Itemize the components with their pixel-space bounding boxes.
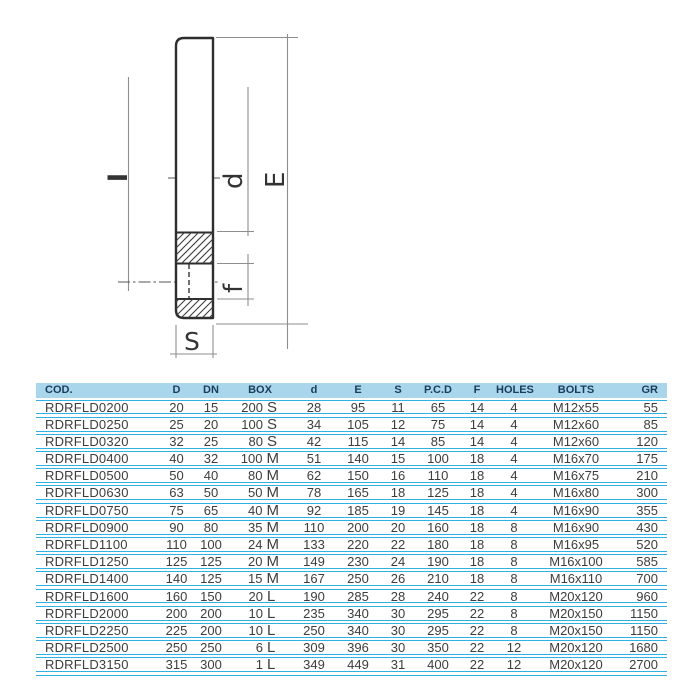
dim-label-f: f	[219, 283, 249, 293]
cell-holes: 12	[506, 640, 522, 656]
cell-d-outer: 250	[165, 640, 188, 656]
cell-holes: 8	[510, 588, 518, 604]
cell-d: 78	[306, 485, 322, 501]
cell-dn: 300	[200, 657, 222, 673]
cell-pcd: 100	[427, 451, 449, 467]
box-quantity: 200	[241, 399, 263, 415]
box-size-letter: L	[267, 604, 276, 622]
cell-s: 28	[390, 588, 406, 604]
cell-d: 110	[303, 519, 325, 535]
cell-gr: 85	[643, 416, 658, 432]
cell-bolts: M16x80	[552, 485, 600, 501]
cell-d: 133	[303, 537, 325, 552]
header-d: d	[310, 384, 318, 396]
cell-d: 34	[306, 416, 322, 432]
cell-s: 30	[390, 622, 406, 638]
cell-pcd: 160	[427, 519, 449, 535]
cell-holes: 4	[510, 416, 518, 432]
cell-pcd: 75	[430, 416, 446, 432]
cell-product-code: RDRFLD2250	[45, 622, 129, 638]
cell-gr: 700	[636, 571, 658, 587]
cell-bolts: M16x75	[552, 468, 600, 484]
flange-outline	[176, 38, 213, 318]
box-size-letter: L	[267, 639, 276, 657]
cell-dn: 200	[200, 622, 222, 638]
cell-dn: 80	[203, 519, 219, 535]
cell-d-outer: 63	[169, 485, 184, 501]
cell-d: 190	[303, 588, 325, 604]
dimension-lines	[129, 34, 309, 358]
table-row	[36, 398, 667, 416]
cell-s: 20	[390, 519, 406, 535]
table-row	[36, 415, 667, 433]
table-row	[36, 621, 667, 639]
cell-f: 18	[469, 554, 485, 570]
cell-f: 18	[469, 537, 485, 552]
cell-dn: 50	[203, 485, 219, 501]
cell-e: 220	[347, 537, 369, 552]
cell-pcd: 145	[427, 502, 449, 518]
cell-dn: 25	[203, 433, 219, 449]
cell-pcd: 85	[430, 433, 446, 449]
box-size-letter: M	[266, 467, 279, 485]
box-size-letter: M	[266, 501, 279, 519]
box-size-letter: L	[267, 656, 276, 674]
box-quantity: 20	[248, 588, 263, 604]
cell-e: 150	[347, 468, 369, 484]
table-row	[36, 501, 667, 519]
cell-pcd: 240	[427, 588, 449, 604]
cell-s: 31	[390, 657, 406, 673]
dim-label-E: E	[261, 171, 291, 188]
cell-f: 18	[469, 451, 485, 467]
cell-holes: 4	[510, 485, 518, 501]
cell-e: 396	[347, 640, 369, 656]
cell-f: 22	[469, 657, 485, 673]
cell-s: 26	[390, 571, 406, 587]
cell-f: 14	[469, 399, 485, 415]
cell-gr: 585	[636, 554, 658, 570]
header-pcd: P.C.D	[424, 384, 452, 396]
cell-pcd: 190	[427, 554, 449, 570]
cell-f: 22	[469, 622, 485, 638]
cell-d: 349	[303, 657, 325, 673]
cell-d: 235	[303, 605, 325, 621]
cell-bolts: M20x120	[549, 657, 603, 673]
cell-s: 15	[390, 451, 406, 467]
cell-box	[230, 450, 290, 468]
table-row	[36, 467, 667, 485]
cell-holes: 8	[510, 554, 518, 570]
cell-bolts: M16x95	[552, 537, 600, 552]
cell-pcd: 110	[427, 468, 449, 484]
cell-d: 62	[306, 468, 322, 484]
cell-gr: 355	[636, 502, 658, 518]
header-cod: COD.	[45, 384, 73, 396]
box-quantity: 100	[241, 416, 263, 432]
cell-bolts: M16x90	[552, 519, 600, 535]
cell-d-outer: 200	[165, 605, 188, 621]
cell-s: 19	[390, 502, 406, 518]
cell-dn: 40	[203, 468, 219, 484]
dim-label-S: S	[184, 327, 200, 356]
cell-gr: 300	[636, 485, 658, 501]
table-row	[36, 538, 667, 551]
box-size-letter: M	[266, 450, 279, 468]
cell-pcd: 125	[427, 485, 449, 501]
table-header-row	[36, 383, 667, 398]
box-quantity: 6	[255, 640, 263, 656]
cell-f: 22	[469, 605, 485, 621]
cell-box	[230, 656, 290, 674]
header-d-outer: D	[172, 384, 181, 396]
cell-product-code: RDRFLD0320	[45, 433, 129, 449]
header-box: BOX	[248, 384, 272, 396]
cell-gr: 1150	[630, 605, 658, 621]
cell-d-outer: 225	[165, 622, 188, 638]
cell-bolts: M20x120	[549, 640, 603, 656]
cell-d-outer: 90	[169, 519, 184, 535]
cell-product-code: RDRFLD1100	[45, 537, 128, 552]
cell-holes: 4	[510, 433, 518, 449]
cell-e: 285	[347, 588, 369, 604]
cell-f: 14	[469, 416, 485, 432]
table-row	[36, 570, 667, 588]
cell-holes: 8	[510, 571, 518, 587]
cell-gr: 120	[636, 433, 658, 449]
header-bolts: BOLTS	[557, 384, 595, 396]
cell-e: 115	[347, 433, 369, 449]
cell-f: 18	[469, 519, 485, 535]
cell-d-outer: 20	[169, 399, 184, 415]
table-row	[36, 518, 667, 536]
cell-d: 92	[306, 502, 322, 518]
box-quantity: 1	[255, 657, 263, 673]
cell-product-code: RDRFLD0750	[45, 502, 129, 518]
cell-dn: 125	[200, 554, 222, 570]
cell-dn: 32	[203, 451, 219, 467]
cell-box	[230, 501, 290, 519]
cell-gr: 175	[636, 451, 658, 467]
cell-e: 340	[347, 605, 369, 621]
cell-pcd: 295	[427, 622, 449, 638]
cell-box	[230, 467, 290, 485]
table-row	[36, 604, 667, 622]
cell-gr: 960	[636, 588, 658, 604]
table-row	[36, 553, 667, 571]
cell-holes: 4	[510, 451, 518, 467]
box-size-letter: S	[267, 398, 278, 416]
cell-bolts: M20x150	[549, 605, 603, 621]
box-quantity: 10	[248, 605, 263, 621]
box-size-letter: M	[266, 570, 279, 588]
cell-f: 22	[469, 588, 485, 604]
cell-holes: 4	[510, 502, 518, 518]
header-holes: HOLES	[496, 384, 534, 396]
cell-box	[230, 398, 290, 416]
cell-dn: 150	[200, 588, 222, 604]
cell-e: 165	[347, 485, 369, 501]
cell-f: 18	[469, 502, 485, 518]
cell-holes: 8	[510, 605, 518, 621]
header-s: S	[394, 384, 402, 396]
cell-s: 30	[390, 605, 406, 621]
box-size-letter: M	[266, 518, 279, 536]
cell-product-code: RDRFLD1400	[45, 571, 129, 587]
cell-bolts: M12x55	[552, 399, 600, 415]
box-quantity: 80	[248, 468, 263, 484]
cell-holes: 12	[506, 657, 522, 673]
dim-label-d: d	[219, 172, 249, 189]
box-quantity: 40	[248, 502, 263, 518]
cell-d: 309	[303, 640, 325, 656]
dimension-table	[36, 383, 667, 676]
cell-holes: 8	[510, 519, 518, 535]
cell-product-code: RDRFLD0630	[45, 485, 129, 501]
cell-box	[230, 639, 290, 657]
cell-d-outer: 75	[169, 502, 184, 518]
cell-product-code: RDRFLD0900	[45, 519, 129, 535]
cell-bolts: M16x110	[549, 571, 603, 587]
cell-dn: 20	[203, 416, 219, 432]
cell-box	[230, 432, 290, 450]
box-size-letter: M	[266, 553, 279, 571]
cell-e: 200	[347, 519, 369, 535]
cell-box	[230, 553, 290, 571]
cell-product-code: RDRFLD0200	[45, 399, 129, 415]
cell-pcd: 295	[427, 605, 449, 621]
box-size-letter: M	[266, 484, 279, 502]
header-gr: GR	[641, 384, 658, 396]
cell-d-outer: 125	[165, 554, 188, 570]
cell-dn: 15	[203, 399, 219, 415]
header-e: E	[354, 384, 362, 396]
cell-dn: 125	[200, 571, 222, 587]
cell-d-outer: 140	[165, 571, 188, 587]
cell-d: 51	[306, 451, 322, 467]
cell-s: 16	[390, 468, 406, 484]
box-quantity: 50	[248, 485, 263, 501]
box-size-letter: L	[267, 621, 276, 639]
cell-box	[230, 415, 290, 433]
cell-d-outer: 160	[165, 588, 188, 604]
cell-d: 167	[303, 571, 325, 587]
cell-e: 95	[350, 399, 366, 415]
cell-holes: 4	[510, 399, 518, 415]
cell-box	[230, 518, 290, 536]
header-dn: DN	[203, 384, 219, 396]
cell-e: 250	[347, 571, 369, 587]
cell-d-outer: 32	[169, 433, 184, 449]
cell-pcd: 180	[427, 537, 449, 552]
cell-product-code: RDRFLD2000	[45, 605, 129, 621]
dim-label-l: l	[104, 173, 134, 182]
cell-pcd: 65	[430, 399, 446, 415]
table-row	[36, 639, 667, 657]
cell-product-code: RDRFLD1250	[45, 554, 129, 570]
cell-product-code: RDRFLD0500	[45, 468, 129, 484]
cell-e: 140	[347, 451, 369, 467]
cell-f: 18	[469, 571, 485, 587]
cell-gr: 55	[643, 399, 658, 415]
cell-s: 14	[390, 433, 406, 449]
cell-product-code: RDRFLD0400	[45, 451, 129, 467]
box-size-letter: S	[267, 432, 278, 450]
header-f: F	[473, 384, 481, 396]
cell-d-outer: 50	[169, 468, 184, 484]
cell-product-code: RDRFLD1600	[45, 588, 129, 604]
cell-s: 30	[390, 640, 406, 656]
cell-d-outer: 315	[165, 657, 188, 673]
cell-pcd: 210	[427, 571, 449, 587]
cell-dn: 200	[200, 605, 222, 621]
cell-e: 449	[347, 657, 369, 673]
cell-s: 24	[390, 554, 406, 570]
cell-s: 11	[391, 399, 405, 415]
cell-bolts: M20x150	[549, 622, 603, 638]
cell-gr: 520	[636, 537, 658, 552]
cell-pcd: 350	[427, 640, 449, 656]
cell-s: 18	[390, 485, 406, 501]
box-quantity: 35	[248, 519, 263, 535]
cell-box	[230, 604, 290, 622]
cell-holes: 8	[510, 537, 518, 552]
box-size-letter: S	[267, 415, 278, 433]
cell-box	[230, 538, 290, 551]
cell-gr: 430	[636, 519, 658, 535]
cell-d: 28	[306, 399, 322, 415]
cell-bolts: M16x90	[552, 502, 600, 518]
cell-f: 14	[469, 433, 485, 449]
cell-dn: 250	[200, 640, 222, 656]
cell-f: 18	[469, 485, 485, 501]
cell-f: 18	[469, 468, 485, 484]
box-quantity: 20	[248, 554, 263, 570]
cell-box	[230, 587, 290, 605]
cell-product-code: RDRFLD0250	[45, 416, 129, 432]
box-quantity: 80	[248, 433, 263, 449]
box-size-letter: L	[267, 587, 276, 605]
box-quantity: 24	[248, 537, 263, 552]
cell-d: 149	[303, 554, 325, 570]
cell-bolts: M16x100	[549, 554, 603, 570]
table-row	[36, 484, 667, 502]
table-row	[36, 656, 667, 674]
cell-box	[230, 621, 290, 639]
box-quantity: 15	[248, 571, 263, 587]
table-row	[36, 432, 667, 450]
cell-gr: 1680	[629, 640, 658, 656]
table-body	[36, 398, 667, 676]
cell-e: 340	[347, 622, 369, 638]
cell-bolts: M16x70	[552, 451, 600, 467]
cell-gr: 1150	[630, 622, 658, 638]
cell-e: 185	[347, 502, 369, 518]
cell-holes: 8	[510, 622, 518, 638]
cell-d-outer: 25	[169, 416, 184, 432]
cell-bolts: M20x120	[549, 588, 603, 604]
cell-box	[230, 484, 290, 502]
cell-pcd: 400	[427, 657, 449, 673]
cell-e: 105	[347, 416, 369, 432]
cell-holes: 4	[510, 468, 518, 484]
cell-gr: 2700	[629, 657, 658, 673]
table-row	[36, 587, 667, 605]
cell-bolts: M12x60	[552, 433, 600, 449]
cell-dn: 100	[200, 537, 222, 552]
cell-product-code: RDRFLD3150	[45, 657, 129, 673]
cell-gr: 210	[636, 468, 658, 484]
cell-d: 250	[303, 622, 325, 638]
box-size-letter: M	[266, 536, 279, 553]
cell-d-outer: 110	[166, 537, 187, 552]
table-row	[36, 450, 667, 468]
cell-bolts: M12x60	[552, 416, 600, 432]
cell-f: 22	[469, 640, 485, 656]
cell-d-outer: 40	[169, 451, 184, 467]
cell-s: 22	[390, 537, 406, 552]
cell-box	[230, 570, 290, 588]
cell-s: 12	[390, 416, 406, 432]
cell-dn: 65	[203, 502, 219, 518]
cell-e: 230	[347, 554, 369, 570]
box-quantity: 100	[240, 451, 263, 467]
box-quantity: 10	[248, 622, 263, 638]
cell-d: 42	[306, 433, 322, 449]
cell-product-code: RDRFLD2500	[45, 640, 129, 656]
